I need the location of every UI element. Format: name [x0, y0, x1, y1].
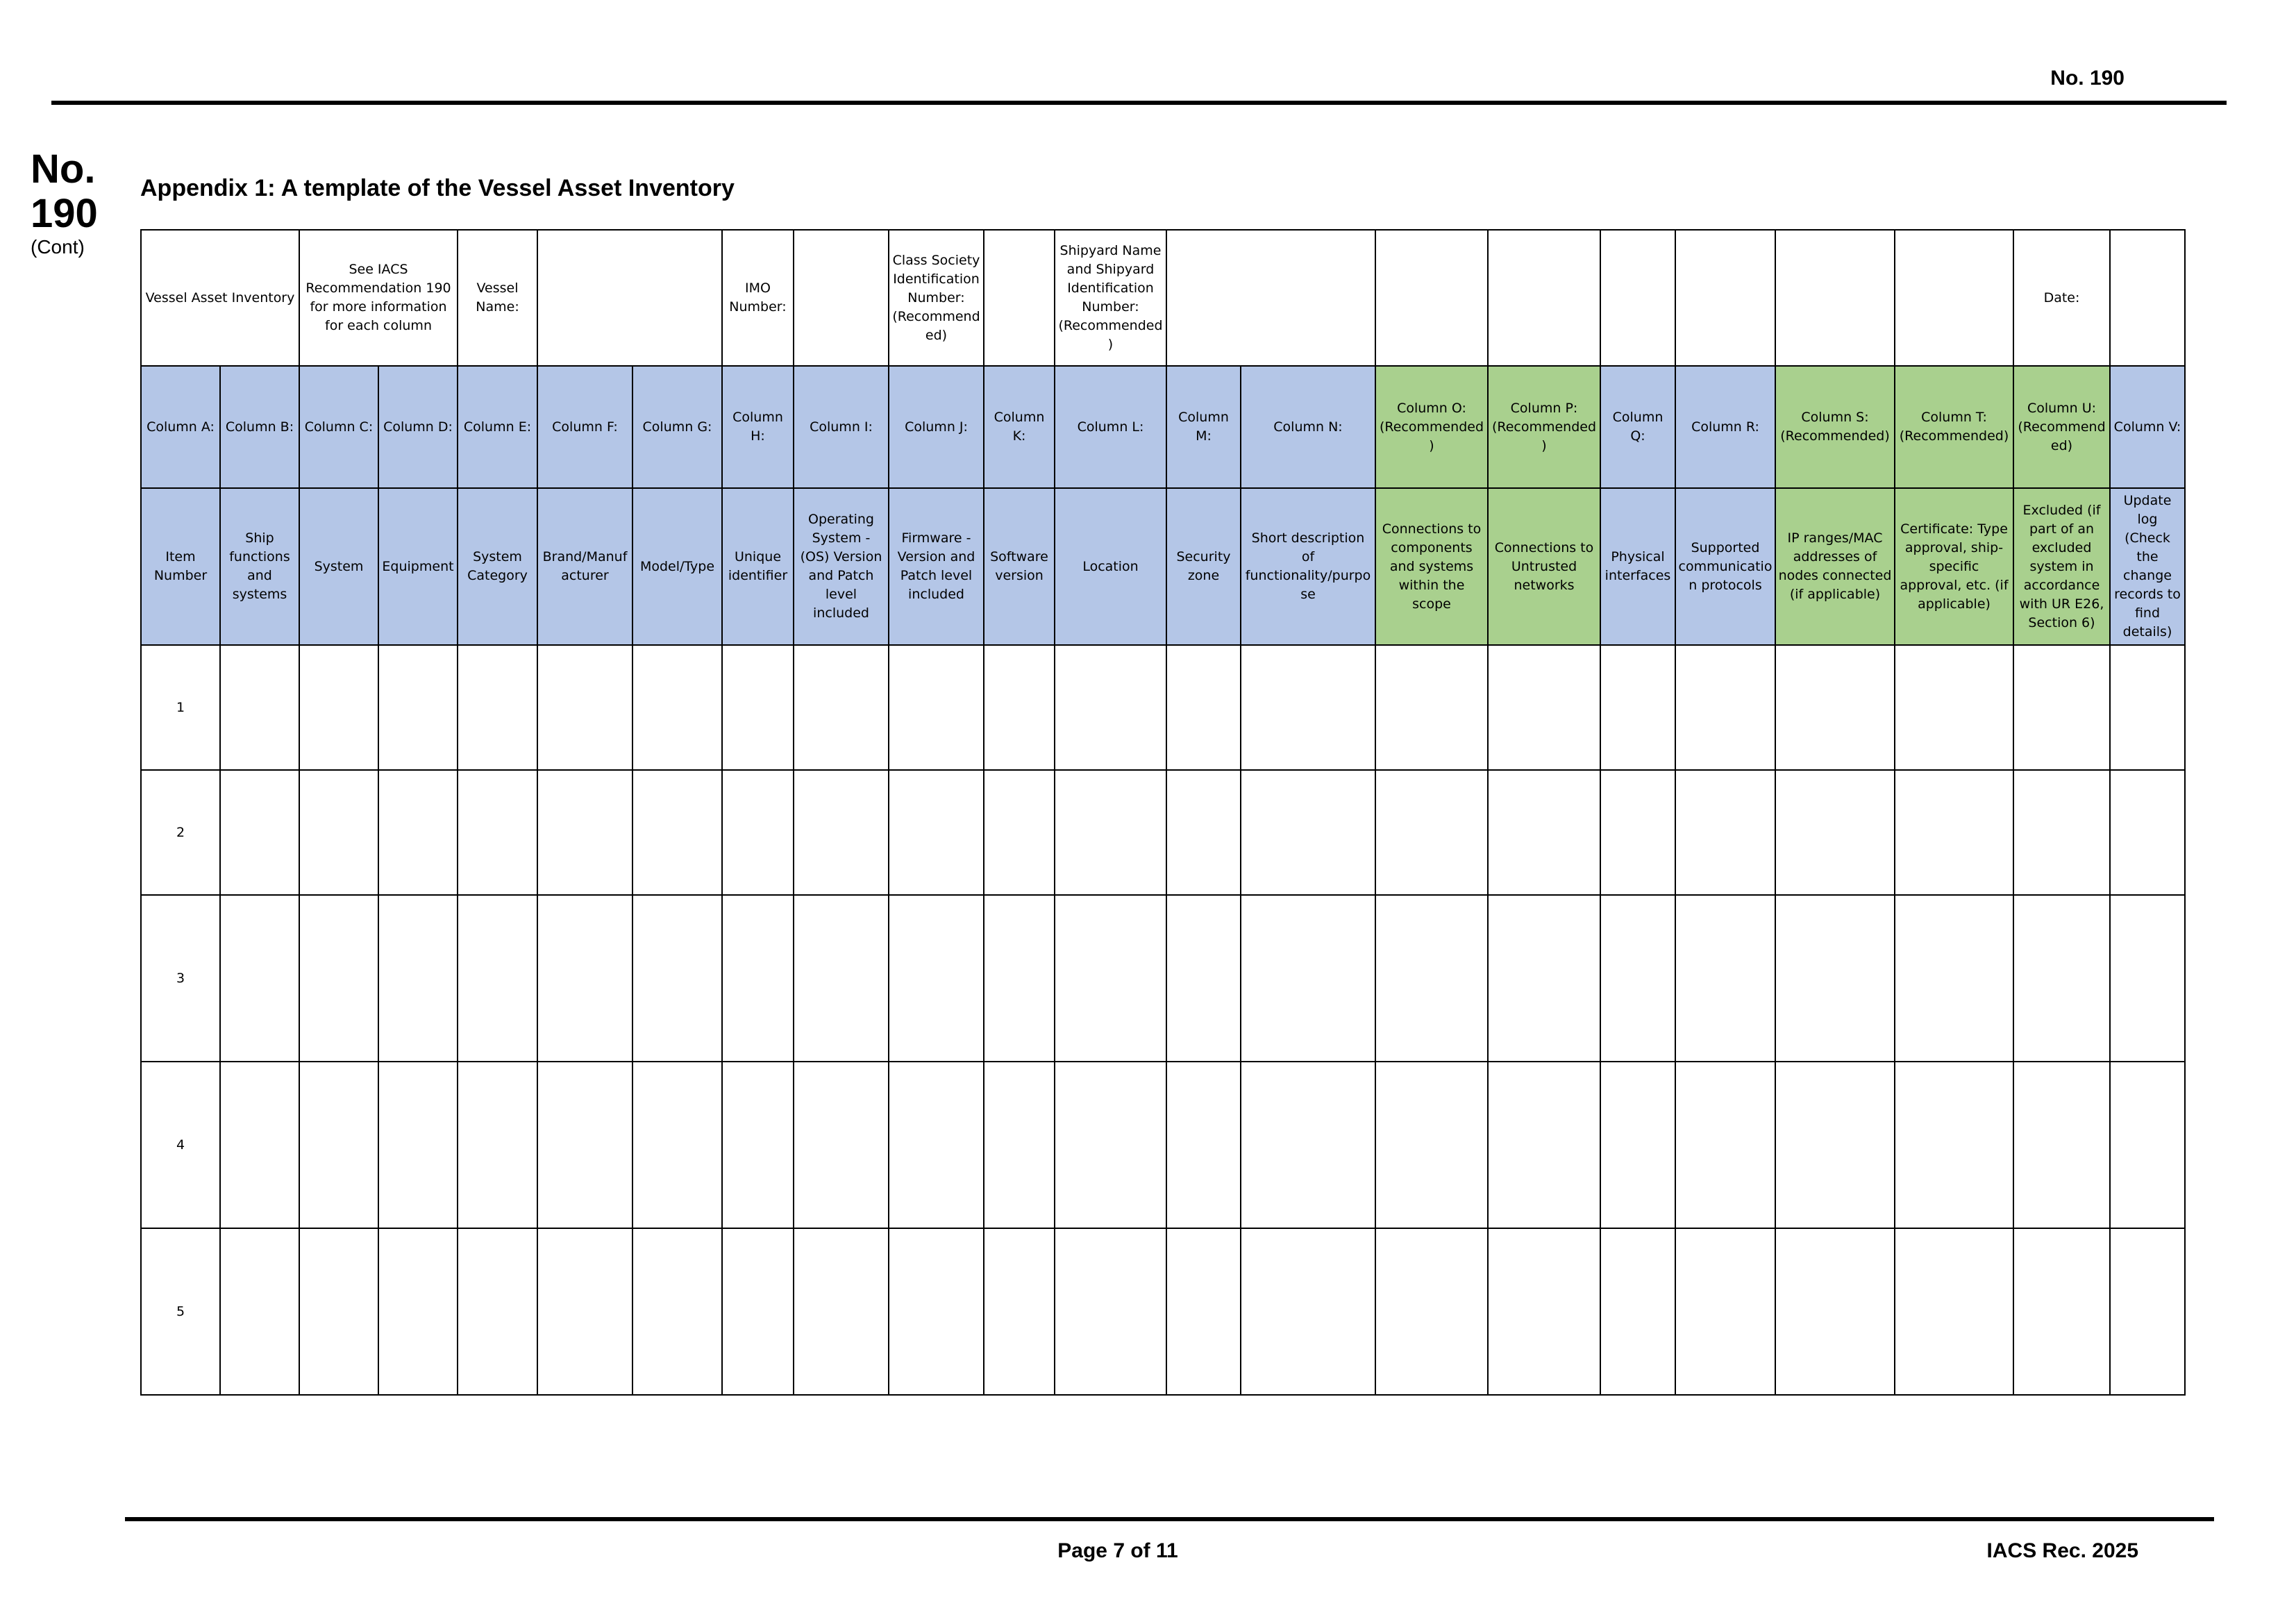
inventory-title-cell: Vessel Asset Inventory [141, 230, 299, 366]
data-cell[interactable] [1488, 1228, 1600, 1395]
data-cell[interactable] [1600, 770, 1675, 895]
data-cell[interactable] [1166, 770, 1241, 895]
table-row [141, 1062, 2185, 1228]
column-desc-l: Location [1055, 488, 1166, 645]
data-cell[interactable] [984, 645, 1055, 770]
data-cell[interactable] [537, 895, 632, 1062]
data-cell[interactable] [1675, 1228, 1775, 1395]
data-cell[interactable] [1166, 1228, 1241, 1395]
data-cell[interactable] [794, 645, 889, 770]
table-row [141, 770, 2185, 895]
footer-page-number: Page 7 of 11 [1057, 1539, 1178, 1562]
column-label-m: Column M: [1166, 366, 1241, 488]
column-desc-c: System [299, 488, 378, 645]
data-cell[interactable] [632, 1062, 722, 1228]
column-desc-j: Firmware - Version and Patch level included [889, 488, 984, 645]
data-cell[interactable] [1241, 1228, 1375, 1395]
column-label-q: Column Q: [1600, 366, 1675, 488]
column-desc-g: Model/Type [632, 488, 722, 645]
vessel-name-field[interactable] [537, 230, 722, 366]
column-label-s: Column S: (Recommended) [1775, 366, 1895, 488]
column-label-n: Column N: [1241, 366, 1375, 488]
data-cell[interactable] [1775, 895, 1895, 1062]
top-blank-cell [1895, 230, 2013, 366]
column-desc-o: Connections to components and systems within the scope [1375, 488, 1488, 645]
data-cell[interactable] [1055, 1228, 1166, 1395]
data-cell[interactable] [2110, 1228, 2185, 1395]
data-cell[interactable] [220, 895, 299, 1062]
column-desc-r: Supported communication protocols [1675, 488, 1775, 645]
column-desc-m: Security zone [1166, 488, 1241, 645]
top-blank-cell [1675, 230, 1775, 366]
column-label-d: Column D: [378, 366, 458, 488]
data-cell[interactable] [2013, 1062, 2110, 1228]
data-cell[interactable] [1775, 1228, 1895, 1395]
data-cell[interactable] [1600, 895, 1675, 1062]
top-blank-cell [1488, 230, 1600, 366]
data-cell[interactable] [722, 1228, 794, 1395]
column-label-o: Column O: (Recommended) [1375, 366, 1488, 488]
data-cell[interactable] [2110, 1062, 2185, 1228]
data-cell[interactable] [537, 645, 632, 770]
column-desc-e: System Category [458, 488, 537, 645]
data-cell[interactable] [1775, 645, 1895, 770]
column-label-l: Column L: [1055, 366, 1166, 488]
top-blank-cell [1775, 230, 1895, 366]
data-cell[interactable] [378, 1228, 458, 1395]
data-cell[interactable] [632, 895, 722, 1062]
imo-number-field[interactable] [794, 230, 889, 366]
data-cell[interactable] [1600, 1228, 1675, 1395]
imo-number-label: IMO Number: [722, 230, 794, 366]
data-cell[interactable] [220, 645, 299, 770]
column-label-p: Column P: (Recommended) [1488, 366, 1600, 488]
data-cell[interactable] [299, 895, 378, 1062]
data-cell[interactable] [378, 1062, 458, 1228]
column-desc-b: Ship functions and systems [220, 488, 299, 645]
data-cell[interactable] [1675, 645, 1775, 770]
column-desc-h: Unique identifier [722, 488, 794, 645]
column-desc-f: Brand/Manufacturer [537, 488, 632, 645]
data-cell[interactable] [1895, 1062, 2013, 1228]
column-desc-p: Connections to Untrusted networks [1488, 488, 1600, 645]
data-cell[interactable] [2110, 770, 2185, 895]
data-cell[interactable] [1675, 895, 1775, 1062]
vessel-name-label: Vessel Name: [458, 230, 537, 366]
data-cell[interactable] [299, 645, 378, 770]
column-description-row [141, 488, 2185, 645]
data-cell[interactable] [220, 1228, 299, 1395]
column-label-b: Column B: [220, 366, 299, 488]
data-cell[interactable] [537, 770, 632, 895]
column-label-a: Column A: [141, 366, 220, 488]
column-desc-v: Update log (Check the change records to find details) [2110, 488, 2185, 645]
column-desc-s: IP ranges/MAC addresses of nodes connected (if applicable) [1775, 488, 1895, 645]
column-label-r: Column R: [1675, 366, 1775, 488]
data-cell[interactable] [1775, 770, 1895, 895]
data-cell[interactable] [1241, 770, 1375, 895]
data-cell[interactable] [889, 1062, 984, 1228]
column-label-t: Column T: (Recommended) [1895, 366, 2013, 488]
shipyard-label: Shipyard Name and Shipyard Identification Number: (Recommended) [1055, 230, 1166, 366]
data-cell[interactable] [1488, 645, 1600, 770]
data-cell[interactable] [984, 1062, 1055, 1228]
data-cell[interactable] [1675, 1062, 1775, 1228]
table-top-row [141, 230, 2185, 366]
column-label-u: Column U: (Recommended) [2013, 366, 2110, 488]
data-cell[interactable] [299, 1228, 378, 1395]
data-cell[interactable] [1375, 1228, 1488, 1395]
data-cell[interactable] [1895, 895, 2013, 1062]
data-cell[interactable] [2110, 895, 2185, 1062]
table-row [141, 645, 2185, 770]
data-cell[interactable] [889, 895, 984, 1062]
data-cell[interactable] [1055, 770, 1166, 895]
data-cell[interactable] [794, 1062, 889, 1228]
footer-rule [125, 1517, 2214, 1521]
data-cell[interactable] [1166, 645, 1241, 770]
column-label-f: Column F: [537, 366, 632, 488]
data-cell[interactable] [722, 645, 794, 770]
item-number-cell: 5 [141, 1228, 220, 1395]
data-cell[interactable] [2013, 645, 2110, 770]
data-cell[interactable] [1166, 895, 1241, 1062]
data-cell[interactable] [220, 770, 299, 895]
data-cell[interactable] [794, 770, 889, 895]
data-cell[interactable] [632, 645, 722, 770]
data-cell[interactable] [1375, 770, 1488, 895]
data-cell[interactable] [2013, 895, 2110, 1062]
item-number-cell: 3 [141, 895, 220, 1062]
item-number-cell: 4 [141, 1062, 220, 1228]
data-cell[interactable] [722, 770, 794, 895]
data-cell[interactable] [722, 1062, 794, 1228]
data-cell[interactable] [2013, 770, 2110, 895]
shipyard-field[interactable] [1166, 230, 1375, 366]
data-cell[interactable] [984, 770, 1055, 895]
footer-rec-label: IACS Rec. 2025 [1986, 1539, 2138, 1562]
data-cell[interactable] [984, 895, 1055, 1062]
data-cell[interactable] [537, 1228, 632, 1395]
date-field[interactable] [2110, 230, 2185, 366]
data-cell[interactable] [1241, 645, 1375, 770]
column-label-c: Column C: [299, 366, 378, 488]
header-rule [51, 101, 2227, 105]
column-desc-q: Physical interfaces [1600, 488, 1675, 645]
column-label-j: Column J: [889, 366, 984, 488]
item-number-cell: 2 [141, 770, 220, 895]
data-cell[interactable] [1241, 1062, 1375, 1228]
column-label-i: Column I: [794, 366, 889, 488]
data-cell[interactable] [1895, 645, 2013, 770]
data-cell[interactable] [1055, 645, 1166, 770]
column-desc-k: Software version [984, 488, 1055, 645]
item-number-cell: 1 [141, 645, 220, 770]
data-cell[interactable] [458, 1062, 537, 1228]
data-cell[interactable] [378, 895, 458, 1062]
vessel-asset-inventory-table [140, 229, 2186, 1396]
class-society-label: Class Society Identification Number: (Recommended) [889, 230, 984, 366]
data-cell[interactable] [458, 1228, 537, 1395]
data-cell[interactable] [794, 1228, 889, 1395]
data-cell[interactable] [1895, 770, 2013, 895]
column-label-h: Column H: [722, 366, 794, 488]
data-cell[interactable] [889, 1228, 984, 1395]
data-cell[interactable] [1375, 1062, 1488, 1228]
data-cell[interactable] [794, 895, 889, 1062]
data-cell[interactable] [378, 645, 458, 770]
data-cell[interactable] [299, 770, 378, 895]
column-letter-row [141, 366, 2185, 488]
top-blank-cell [1375, 230, 1488, 366]
data-cell[interactable] [1600, 645, 1675, 770]
top-blank-cell [1600, 230, 1675, 366]
column-label-v: Column V: [2110, 366, 2185, 488]
column-desc-i: Operating System - (OS) Version and Patch level included [794, 488, 889, 645]
data-cell[interactable] [1055, 1062, 1166, 1228]
data-cell[interactable] [632, 1228, 722, 1395]
side-cont-label: (Cont) [31, 236, 85, 258]
header-doc-number: No. 190 [2050, 67, 2125, 90]
data-cell[interactable] [1600, 1062, 1675, 1228]
column-desc-n: Short description of functionality/purpose [1241, 488, 1375, 645]
table-row [141, 1228, 2185, 1395]
data-cell[interactable] [458, 645, 537, 770]
see-iacs-cell: See IACS Recommendation 190 for more information for each column [299, 230, 458, 366]
data-cell[interactable] [1375, 645, 1488, 770]
data-cell[interactable] [1895, 1228, 2013, 1395]
data-cell[interactable] [299, 1062, 378, 1228]
data-cell[interactable] [458, 895, 537, 1062]
data-cell[interactable] [1488, 770, 1600, 895]
data-cell[interactable] [1675, 770, 1775, 895]
data-cell[interactable] [1241, 895, 1375, 1062]
appendix-title: Appendix 1: A template of the Vessel Asset Inventory [140, 175, 735, 201]
date-label: Date: [2013, 230, 2110, 366]
column-desc-t: Certificate: Type approval, ship-specific approval, etc. (if applicable) [1895, 488, 2013, 645]
data-cell[interactable] [1375, 895, 1488, 1062]
side-document-number: No. 190 [31, 147, 98, 236]
data-cell[interactable] [2110, 645, 2185, 770]
data-cell[interactable] [722, 895, 794, 1062]
table-row [141, 895, 2185, 1062]
data-cell[interactable] [2013, 1228, 2110, 1395]
data-cell[interactable] [1055, 895, 1166, 1062]
data-cell[interactable] [537, 1062, 632, 1228]
data-cell[interactable] [632, 770, 722, 895]
data-cell[interactable] [1166, 1062, 1241, 1228]
column-label-k: Column K: [984, 366, 1055, 488]
data-cell[interactable] [1775, 1062, 1895, 1228]
column-desc-a: Item Number [141, 488, 220, 645]
data-cell[interactable] [1488, 1062, 1600, 1228]
data-cell[interactable] [378, 770, 458, 895]
column-desc-u: Excluded (if part of an excluded system in accordance with UR E26, Section 6) [2013, 488, 2110, 645]
column-label-g: Column G: [632, 366, 722, 488]
data-cell[interactable] [984, 1228, 1055, 1395]
data-cell[interactable] [889, 645, 984, 770]
data-cell[interactable] [220, 1062, 299, 1228]
data-cell[interactable] [889, 770, 984, 895]
class-society-field[interactable] [984, 230, 1055, 366]
data-cell[interactable] [1488, 895, 1600, 1062]
column-desc-d: Equipment [378, 488, 458, 645]
data-cell[interactable] [458, 770, 537, 895]
column-label-e: Column E: [458, 366, 537, 488]
